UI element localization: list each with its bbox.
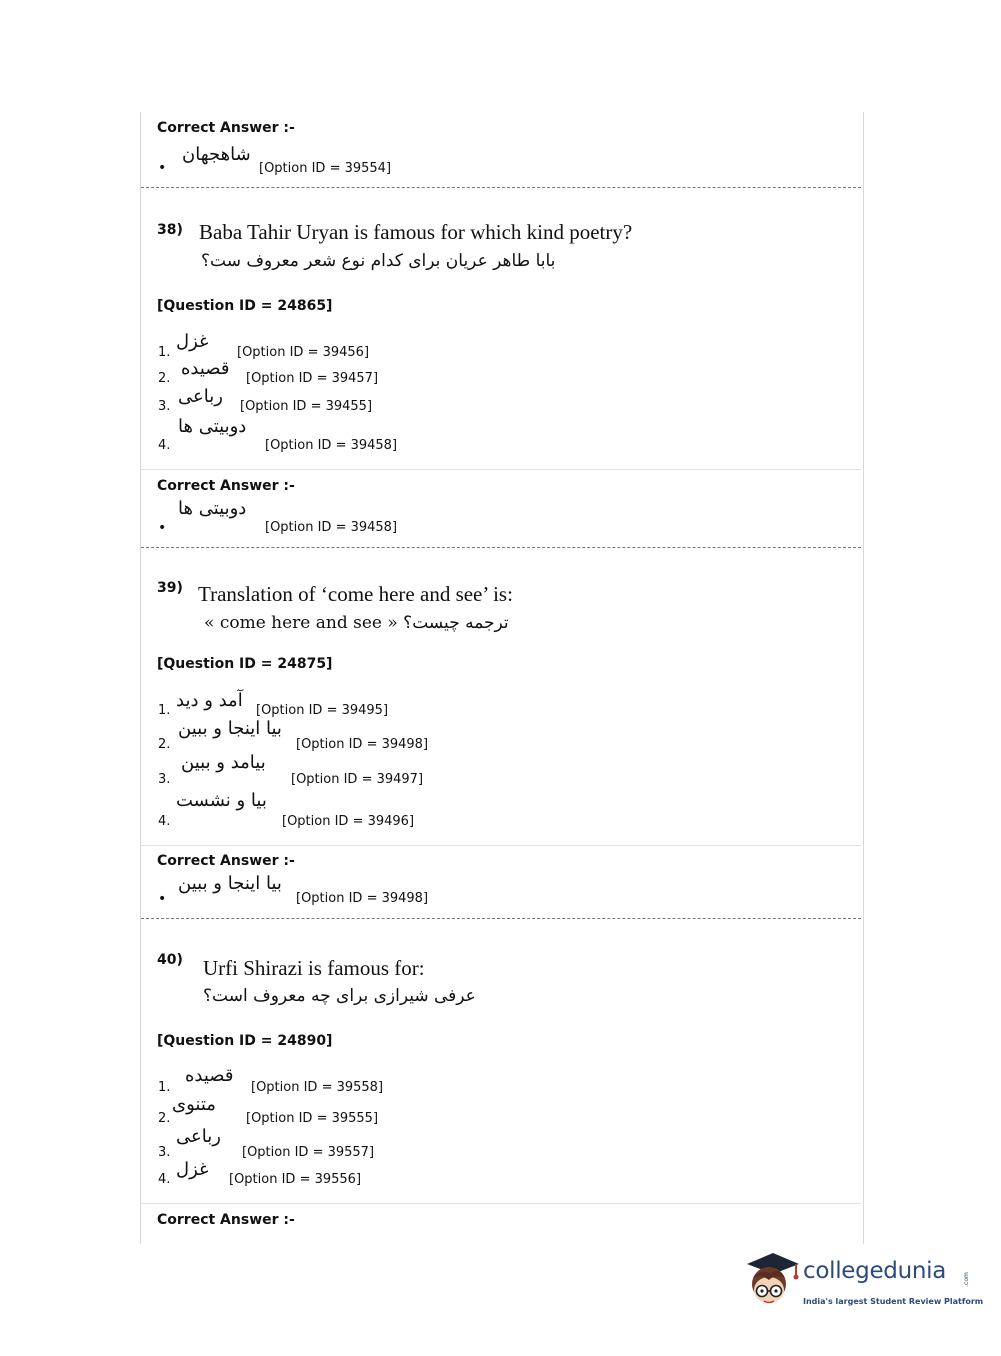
divider	[141, 547, 861, 548]
option-text: بیا و نشست	[176, 790, 267, 811]
option-number: 3.	[158, 1145, 171, 1160]
option-number: 1.	[158, 345, 171, 360]
question-text-fa: ترجمه چیست؟ « come here and see »	[204, 613, 509, 633]
question-id: [Question ID = 24875]	[157, 656, 333, 672]
brand-name: collegedunia	[803, 1258, 947, 1284]
question-text-fa: عرفی شیرازی برای چه معروف است؟	[203, 986, 476, 1006]
option-number: 1.	[158, 703, 171, 718]
brand-tagline: India's largest Student Review Platform	[803, 1297, 984, 1306]
answer-option-id: [Option ID = 39498]	[296, 891, 429, 906]
collegedunia-mascot-icon	[741, 1250, 803, 1312]
option-text: بیا اینجا و ببین	[178, 718, 282, 739]
section-divider	[141, 845, 861, 846]
question-id: [Question ID = 24865]	[157, 298, 333, 314]
question-text-fa: بابا طاهر عریان برای کدام نوع شعر معروف ست؟	[201, 251, 556, 271]
option-text: قصیده	[185, 1065, 234, 1086]
option-text: رباعی	[176, 1126, 221, 1147]
option-id: [Option ID = 39496]	[282, 814, 415, 829]
answer-bullet: •	[158, 520, 167, 536]
option-id: [Option ID = 39555]	[246, 1111, 379, 1126]
option-text: آمد و دید	[176, 690, 243, 711]
option-number: 4.	[158, 1172, 171, 1187]
correct-answer-label: Correct Answer :-	[157, 853, 295, 869]
option-id: [Option ID = 39457]	[246, 371, 379, 386]
correct-answer-label: Correct Answer :-	[157, 478, 295, 494]
answer-option-id: [Option ID = 39554]	[259, 161, 392, 176]
option-text: بیامد و ببین	[181, 752, 266, 773]
section-divider	[141, 469, 861, 470]
option-number: 2.	[158, 1111, 171, 1126]
answer-text: بیا اینجا و ببین	[178, 873, 282, 894]
correct-answer-label: Correct Answer :-	[157, 1212, 295, 1228]
page-frame	[140, 112, 864, 1244]
question-text-en: Baba Tahir Uryan is famous for which kind poetry?	[199, 220, 633, 244]
answer-bullet: •	[158, 160, 167, 176]
question-text-en: Urfi Shirazi is famous for:	[203, 956, 425, 980]
brand-domain-suffix: .com	[962, 1272, 970, 1287]
option-text: رباعی	[178, 386, 223, 407]
option-text: دوبیتی ها	[178, 416, 247, 437]
option-id: [Option ID = 39458]	[265, 438, 398, 453]
option-text: متنوی	[172, 1094, 216, 1115]
answer-text: شاهجهان	[182, 144, 251, 165]
option-number: 3.	[158, 399, 171, 414]
option-number: 4.	[158, 438, 171, 453]
divider	[141, 918, 861, 919]
divider	[141, 187, 861, 188]
question-text-en: Translation of ‘come here and see’ is:	[198, 582, 513, 606]
option-id: [Option ID = 39497]	[291, 772, 424, 787]
option-number: 2.	[158, 737, 171, 752]
option-id: [Option ID = 39558]	[251, 1080, 384, 1095]
option-number: 4.	[158, 814, 171, 829]
option-id: [Option ID = 39556]	[229, 1172, 362, 1187]
option-text: غزل	[176, 331, 209, 352]
question-number: 40)	[157, 952, 183, 968]
answer-bullet: •	[158, 891, 167, 907]
question-number: 38)	[157, 222, 183, 238]
option-number: 2.	[158, 371, 171, 386]
question-number: 39)	[157, 580, 183, 596]
option-number: 3.	[158, 772, 171, 787]
answer-option-id: [Option ID = 39458]	[265, 520, 398, 535]
answer-text: دوبیتی ها	[178, 498, 247, 519]
option-text: قصیده	[181, 358, 230, 379]
option-id: [Option ID = 39455]	[240, 399, 373, 414]
correct-answer-label: Correct Answer :-	[157, 120, 295, 136]
option-id: [Option ID = 39456]	[237, 345, 370, 360]
question-id: [Question ID = 24890]	[157, 1033, 333, 1049]
option-id: [Option ID = 39557]	[242, 1145, 375, 1160]
option-text: غزل	[176, 1159, 209, 1180]
section-divider	[141, 1203, 861, 1204]
option-number: 1.	[158, 1080, 171, 1095]
option-id: [Option ID = 39495]	[256, 703, 389, 718]
option-id: [Option ID = 39498]	[296, 737, 429, 752]
